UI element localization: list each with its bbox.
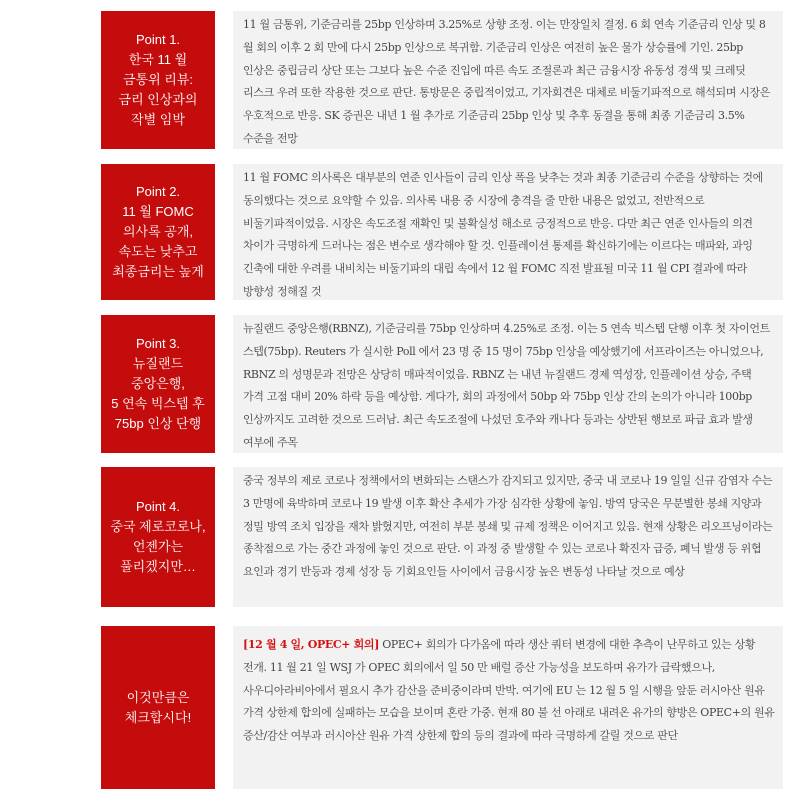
point-4-body: 중국 정부의 제로 코로나 정책에서의 변화되는 스탠스가 감지되고 있지만, 중국 내 코로나 19 일일 신규 감염자 수는 3 만명에 육박하며 코로나 19 발생 이후 확산 추세가 가장 심각한 상황에 놓임. 방역 당국은 무분별한 봉쇄 지양과 정밀 방역 조치 입장을 재차 밝혔지만, 여전히 부분 봉쇄 및 규제 정책은 이어지고 있음. 현재 상황은 리오프닝이라는 종착점으로 가는 중간 과정에 놓인 것으로 판단. 이 과정 중 발생할 수 있는 코로나 확진자 급증, 폐닉 발생 등 위협 요인과 경기 반등과 경제 성장 등 기회요인들 사이에서 금융시장 높은 변동성 나타날 것으로 예상 <box>243 474 773 579</box>
point-1-text <box>233 11 783 149</box>
point-3-label-line-3: 중앙은행, <box>131 376 185 391</box>
checkpoint-label-line-1: 이것만큼은 <box>126 689 190 705</box>
point-1-label-line-1: Point 1. <box>135 32 181 47</box>
checkpoint-text <box>233 626 783 789</box>
point-1-label-line-2: 한국 11 월 <box>128 52 188 67</box>
checkpoint-label <box>101 626 215 789</box>
checkpoint-body: OPEC+ 회의가 다가옴에 따라 생산 쿼터 변경에 대한 추측이 난무하고 있는 상황 전개. 11 월 21 일 WSJ 가 OPEC 회의에서 일 50 만 배럴 증산 가능성을 보도하며 유가가 급락했으나, 사우디아라비아에서 필요시 추가 감산을 준비중이라며 반박. 여기에 EU 는 12 월 5 일 시행을 앞둔 러시아산 원유 가격 상한제 합의에 실패하는 모습을 보이며 혼란 가중. 현재 80 불 선 아래로 내려온 유가의 향방은 OPEC+의 원유 증산/감산 여부과 러시아산 원유 가격 상한제 합의 등의 결과에 따라 극명하게 갈릴 것으로 판단 <box>243 638 775 743</box>
point-4-label-line-2: 중국 제로코로나, <box>110 519 206 534</box>
point-3-label-line-2: 뉴질랜드 <box>132 356 184 371</box>
point-3-body: 뉴질랜드 중앙은행(RBNZ), 기준금리를 75bp 인상하며 4.25%로 조정. 이는 5 연속 빅스텝 단행 이후 첫 자이언트 스텝(75bp). Reuters 가 실시한 Poll 에서 23 명 중 15 명이 75bp 인상을 예상했기에 서프라이즈는 아니었으나, RBNZ 의 성명문과 전망은 상당히 매파적이었음. RBNZ 는 내년 뉴질랜드 경제 역성장, 인플레이션 상승, 주택 가격 고점 대비 20% 하락 등을 예상함. 게다가, 회의 과정에서 50bp 와 75bp 인상 간의 논의가 아니라 100bp 인상까지도 고려한 것으로 드러남. 최근 속도조절에 나섰던 호주와 캐나다 등과는 상반된 행보로 파급 효과 발생 여부에 주목 <box>243 322 770 449</box>
checkpoint-label-line-2: 체크합시다! <box>124 709 192 725</box>
point-1-label-line-4: 금리 인상과의 <box>118 92 198 107</box>
checkpoint-highlight: [12 월 4 일, OPEC+ 회의] <box>243 638 380 651</box>
point-4-text <box>233 467 783 607</box>
point-3-label-line-5: 75bp 인상 단행 <box>114 416 202 431</box>
point-1-label-line-5: 작별 임박 <box>131 112 185 127</box>
point-2-label-line-5: 최종금리는 높게 <box>112 264 204 279</box>
point-2-label-line-4: 속도는 낮추고 <box>118 244 198 259</box>
point-1-label <box>101 11 215 149</box>
point-2-label <box>101 164 215 300</box>
point-4-label-line-1: Point 4. <box>135 499 181 514</box>
point-4-label <box>101 467 215 607</box>
point-2-body: 11 월 FOMC 의사록은 대부분의 연준 인사들이 금리 인상 폭을 낮추는 것과 최종 기준금리 수준을 상향하는 것에 동의했다는 것으로 요약할 수 있음. 의사록 내용 중 시장에 충격을 줄 만한 내용은 없었고, 전반적으로 비둘기파적이었음. 시장은 속도조절 재확인 및 불확실성 해소로 긍정적으로 반응. 다만 최근 연준 인사들의 의견 차이가 극명하게 드러나는 점은 변수로 생각해야 할 것. 인플레이션 통제를 확신하기에는 이르다는 매파와, 과잉 긴축에 대한 우려를 내비치는 비둘기파의 대립 속에서 12 월 FOMC 직전 발표될 미국 11 월 CPI 결과에 따라 방향성 정해질 것 <box>243 171 763 298</box>
point-4-label-line-3: 언젠가는 <box>132 539 184 554</box>
point-2-label-line-3: 의사록 공개, <box>122 224 193 239</box>
point-3-label-line-1: Point 3. <box>135 336 181 351</box>
point-2-text <box>233 164 783 300</box>
point-3-label <box>101 315 215 453</box>
point-3-label-line-4: 5 연속 빅스텝 후 <box>111 396 205 411</box>
point-1-label-line-3: 금통위 리뷰: <box>122 72 193 87</box>
point-2-label-line-1: Point 2. <box>135 184 181 199</box>
point-1-body: 11 월 금통위, 기준금리를 25bp 인상하며 3.25%로 상향 조정. 이는 만장일치 결정. 6 회 연속 기준금리 인상 및 8 월 회의 이후 2 회 만에 다시 25bp 인상으로 복귀함. 기준금리 인상은 여전히 높은 물가 상승률에 기인. 25bp 인상은 중립금리 상단 또는 그보다 높은 수준 진입에 따른 속도 조절론과 최근 금융시장 유동성 경색 및 크레딧 리스크 우려 또한 작용한 것으로 판단. 통방문은 중립적이었고, 기자회견은 대체로 비둘기파적으로 해석되며 시장은 우호적으로 반응. SK 증권은 내년 1 월 추가로 기준금리 25bp 인상 및 추후 동결을 통해 최종 기준금리 3.5% 수준을 전망 <box>243 18 771 145</box>
point-2-label-line-2: 11 월 FOMC <box>122 204 194 219</box>
point-4-label-line-4: 풀리겠지만… <box>120 559 196 574</box>
point-3-text <box>233 315 783 453</box>
